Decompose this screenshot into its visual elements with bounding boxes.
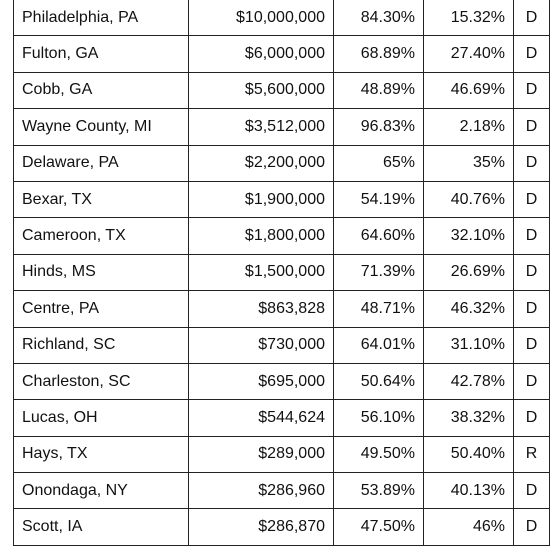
county-cell: Hinds, MS bbox=[14, 254, 189, 290]
percent-b-cell: 26.69% bbox=[424, 254, 514, 290]
county-cell: Cobb, GA bbox=[14, 72, 189, 108]
percent-b-cell: 40.13% bbox=[424, 473, 514, 509]
percent-a-cell: 53.89% bbox=[334, 473, 424, 509]
amount-cell: $289,000 bbox=[189, 436, 334, 472]
percent-b-cell: 46% bbox=[424, 509, 514, 545]
amount-cell: $3,512,000 bbox=[189, 109, 334, 145]
amount-cell: $695,000 bbox=[189, 363, 334, 399]
county-cell: Delaware, PA bbox=[14, 145, 189, 181]
amount-cell: $1,500,000 bbox=[189, 254, 334, 290]
amount-cell: $863,828 bbox=[189, 291, 334, 327]
table-row bbox=[14, 72, 550, 108]
table-row bbox=[14, 363, 550, 399]
percent-a-cell: 84.30% bbox=[334, 0, 424, 36]
table-row bbox=[14, 436, 550, 472]
percent-a-cell: 48.71% bbox=[334, 291, 424, 327]
county-cell: Richland, SC bbox=[14, 327, 189, 363]
table-body bbox=[14, 0, 550, 545]
percent-b-cell: 38.32% bbox=[424, 400, 514, 436]
county-cell: Scott, IA bbox=[14, 509, 189, 545]
amount-cell: $6,000,000 bbox=[189, 36, 334, 72]
table-row bbox=[14, 218, 550, 254]
county-cell: Bexar, TX bbox=[14, 181, 189, 217]
table-row bbox=[14, 291, 550, 327]
amount-cell: $1,900,000 bbox=[189, 181, 334, 217]
party-cell: D bbox=[514, 473, 550, 509]
percent-a-cell: 96.83% bbox=[334, 109, 424, 145]
percent-b-cell: 35% bbox=[424, 145, 514, 181]
table-row bbox=[14, 36, 550, 72]
amount-cell: $10,000,000 bbox=[189, 0, 334, 36]
table-row bbox=[14, 145, 550, 181]
percent-b-cell: 46.32% bbox=[424, 291, 514, 327]
amount-cell: $2,200,000 bbox=[189, 145, 334, 181]
percent-a-cell: 64.01% bbox=[334, 327, 424, 363]
table-container bbox=[13, 0, 550, 546]
percent-a-cell: 64.60% bbox=[334, 218, 424, 254]
party-cell: D bbox=[514, 0, 550, 36]
amount-cell: $544,624 bbox=[189, 400, 334, 436]
party-cell: D bbox=[514, 254, 550, 290]
table-row bbox=[14, 109, 550, 145]
party-cell: D bbox=[514, 72, 550, 108]
percent-b-cell: 27.40% bbox=[424, 36, 514, 72]
table-row bbox=[14, 181, 550, 217]
county-cell: Hays, TX bbox=[14, 436, 189, 472]
party-cell: R bbox=[514, 436, 550, 472]
percent-b-cell: 32.10% bbox=[424, 218, 514, 254]
amount-cell: $286,870 bbox=[189, 509, 334, 545]
county-data-table bbox=[13, 0, 550, 546]
party-cell: D bbox=[514, 327, 550, 363]
percent-b-cell: 50.40% bbox=[424, 436, 514, 472]
table-row bbox=[14, 509, 550, 545]
percent-a-cell: 54.19% bbox=[334, 181, 424, 217]
amount-cell: $730,000 bbox=[189, 327, 334, 363]
county-cell: Cameroon, TX bbox=[14, 218, 189, 254]
percent-b-cell: 42.78% bbox=[424, 363, 514, 399]
percent-a-cell: 56.10% bbox=[334, 400, 424, 436]
county-cell: Centre, PA bbox=[14, 291, 189, 327]
table-row bbox=[14, 473, 550, 509]
table-row bbox=[14, 254, 550, 290]
percent-a-cell: 47.50% bbox=[334, 509, 424, 545]
party-cell: D bbox=[514, 400, 550, 436]
county-cell: Onondaga, NY bbox=[14, 473, 189, 509]
county-cell: Lucas, OH bbox=[14, 400, 189, 436]
party-cell: D bbox=[514, 181, 550, 217]
percent-a-cell: 49.50% bbox=[334, 436, 424, 472]
percent-b-cell: 40.76% bbox=[424, 181, 514, 217]
county-cell: Philadelphia, PA bbox=[14, 0, 189, 36]
party-cell: D bbox=[514, 109, 550, 145]
county-cell: Wayne County, MI bbox=[14, 109, 189, 145]
party-cell: D bbox=[514, 363, 550, 399]
table-row bbox=[14, 0, 550, 36]
amount-cell: $1,800,000 bbox=[189, 218, 334, 254]
percent-a-cell: 50.64% bbox=[334, 363, 424, 399]
percent-b-cell: 2.18% bbox=[424, 109, 514, 145]
percent-a-cell: 48.89% bbox=[334, 72, 424, 108]
party-cell: D bbox=[514, 291, 550, 327]
percent-a-cell: 71.39% bbox=[334, 254, 424, 290]
party-cell: D bbox=[514, 218, 550, 254]
party-cell: D bbox=[514, 145, 550, 181]
amount-cell: $5,600,000 bbox=[189, 72, 334, 108]
table-row bbox=[14, 327, 550, 363]
percent-b-cell: 46.69% bbox=[424, 72, 514, 108]
percent-b-cell: 31.10% bbox=[424, 327, 514, 363]
county-cell: Fulton, GA bbox=[14, 36, 189, 72]
county-cell: Charleston, SC bbox=[14, 363, 189, 399]
amount-cell: $286,960 bbox=[189, 473, 334, 509]
party-cell: D bbox=[514, 36, 550, 72]
percent-a-cell: 68.89% bbox=[334, 36, 424, 72]
percent-b-cell: 15.32% bbox=[424, 0, 514, 36]
table-row bbox=[14, 400, 550, 436]
party-cell: D bbox=[514, 509, 550, 545]
percent-a-cell: 65% bbox=[334, 145, 424, 181]
